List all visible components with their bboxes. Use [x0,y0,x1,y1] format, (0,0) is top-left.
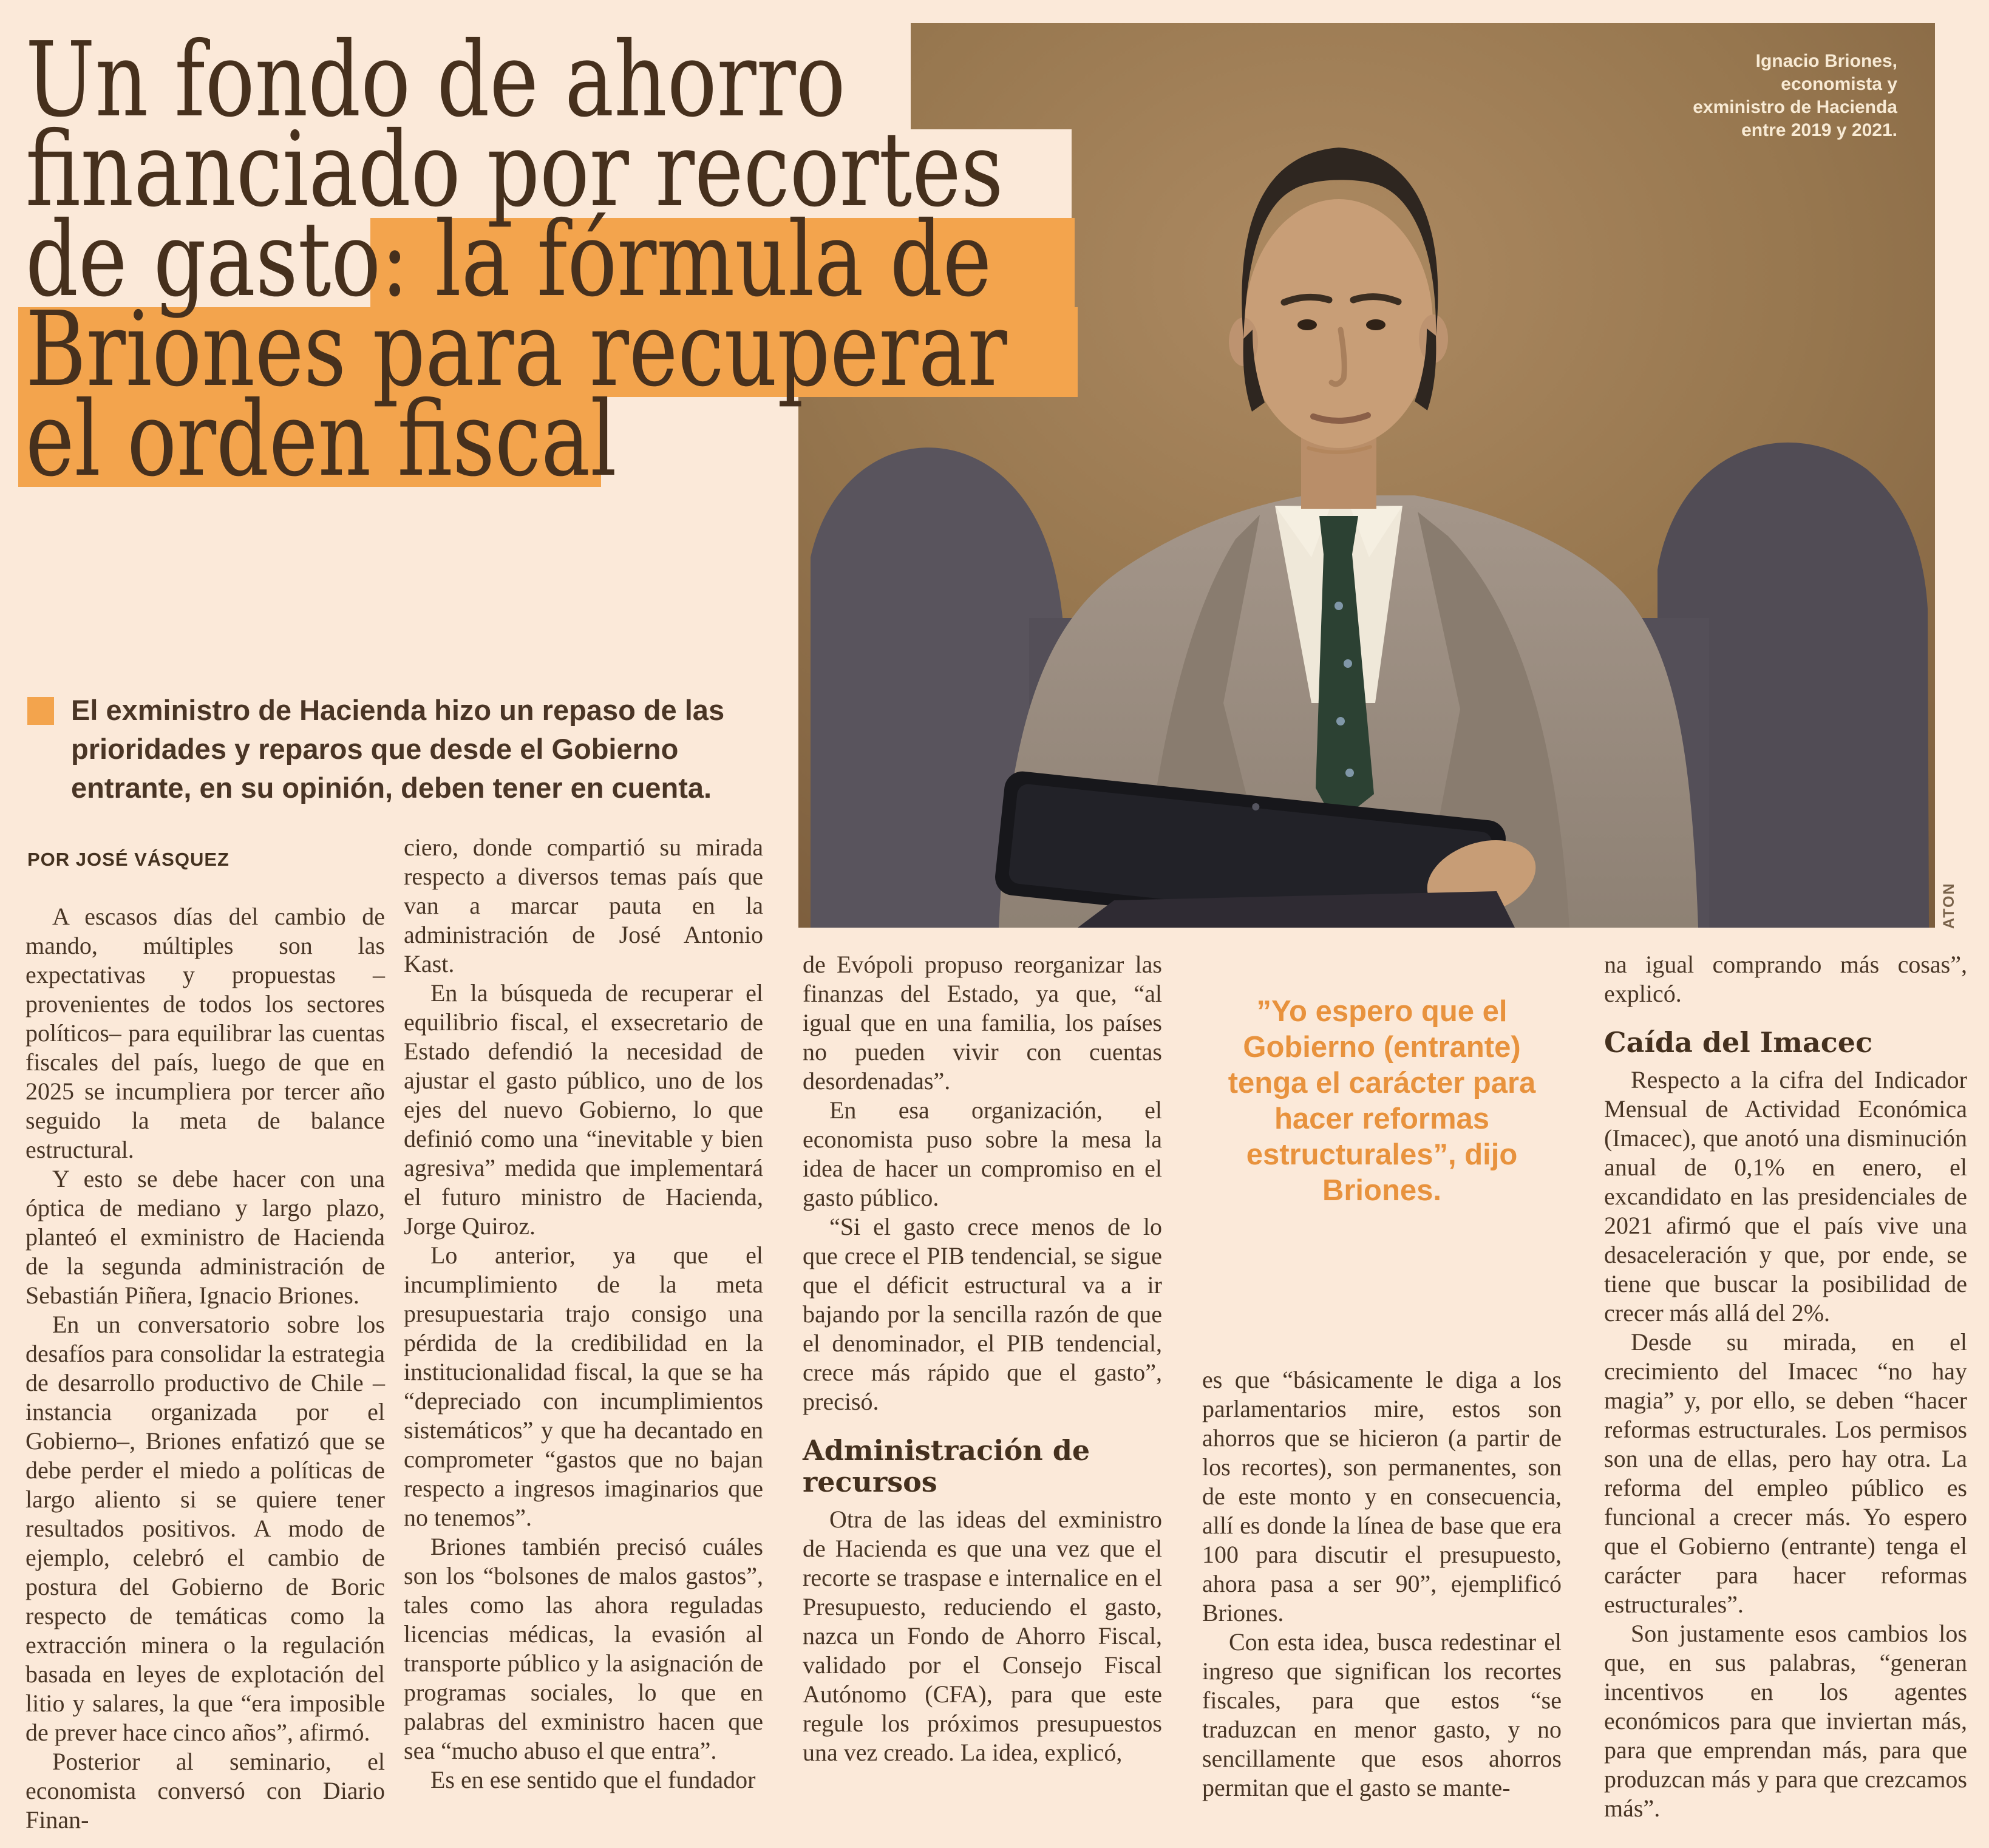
body-column-2 [404,833,763,1795]
article-paragraph: Otra de las ideas del exministro de Hacienda es que una vez que el recorte se traspase e internalice en el Presupuesto, reduciendo el gasto, nazca un Fondo de Ahorro Fiscal, validado por el Consejo Fiscal Autónomo (CFA), para que este regule los próximos presupuestos una vez creado. La idea, explicó, [803,1506,1162,1766]
article-paragraph: “Si el gasto crece menos de lo que crece el PIB tendencial, se sigue que el déficit estructural va a ir bajando por la sencilla razón de que el denominador, el PIB tendencial, crece más rápido que el gasto”, precisó. [803,1213,1162,1415]
article-paragraph: es que “básicamente le diga a los parlamentarios mire, estos son ahorros que se hicieron (a partir de los recortes), son permanentes, son de este monto y en consecuencia, allí es donde la línea de base que era 100 para discutir el presupuesto, ahora pasa a ser 90”, ejemplificó Briones. [1202,1366,1562,1626]
headline [25,20,1007,500]
bullet-square-icon [27,697,54,725]
headline-line-1: Un fondo de ahorro [25,20,846,140]
article-paragraph: Posterior al seminario, el economista conversó con Diario Finan- [25,1748,385,1833]
headline-highlight-text: la fórmula de [435,200,992,320]
article-paragraph: Con esta idea, busca redestinar el ingreso que significan los recortes fiscales, para que estos “se traduzcan en menor gasto, y no sencillamente que esos ahorros permitan que el gasto se mante- [1202,1628,1562,1801]
headline-line-3: de gasto: la fórmula de [25,200,992,320]
standfirst-text: El exministro de Hacienda hizo un repaso de las prioridades y reparos que desde el Gobierno entrante, en su opinión, deben tener en cuenta. [71,694,725,804]
article-paragraph: Y esto se debe hacer con una óptica de mediano y largo plazo, planteó el exministro de Hacienda de la segunda administración de Sebastián Piñera, Ignacio Briones. [25,1165,385,1309]
article-paragraph: na igual comprando más cosas”, explicó. [1604,951,1967,1007]
article-paragraph: ciero, donde compartió su mirada respecto a diversos temas país que van a marcar pauta en la administración de José Antonio Kast. [404,834,763,977]
tie-knot [1319,516,1358,554]
byline: POR JOSÉ VÁSQUEZ [27,849,229,870]
article-paragraph: Respecto a la cifra del Indicador Mensual de Actividad Económica (Imacec), que anotó una disminución anual de 0,1% en enero, el excandidato en las presidenciales de 2021 afirmó que el país vive una desaceleración y que, por ende, se tiene que buscar la posibilidad de crecer más allá del 2%. [1604,1066,1967,1327]
section-subhead: Caída del Imacec [1604,1026,1873,1059]
article-paragraph: A escasos días del cambio de mando, múltiples son las expectativas y propuestas –provenientes de todos los sectores políticos– para equilibrar las cuentas fiscales del país, luego de que en 2025 se incumpliera por tercer año seguido la meta de balance estructural. [25,903,385,1163]
headline-line-4: Briones para recuperar [25,290,1007,410]
body-column-1 [25,902,385,1835]
standfirst [27,691,777,807]
body-column-3 [803,950,1162,1767]
article-paragraph: de Evópoli propuso reorganizar las finanzas del Estado, ya que, “al igual que en una familia, los países no pueden vivir con cuentas desordenadas”. [803,951,1162,1095]
article-paragraph: Es en ese sentido que el fundador [430,1766,756,1793]
article-paragraph: Desde su mirada, en el crecimiento del Imacec “no hay magia” y, por ello, se deben “hacer reformas estructurales. Los permisos son una de ellas, pero hay otra. La reforma del empleo público es funcional a crecer más. Yo espero que el Gobierno (entrante) tenga el carácter para hacer reformas estructurales”. [1604,1328,1967,1618]
article-paragraph: Briones también precisó cuáles son los “bolsones de malos gastos”, tales como las ahora reguladas licencias médicas, la evasión al transporte público y la asignación de programas sociales, lo que en palabras del exministro hacen que sea “mucho abuso el que entra”. [404,1533,763,1764]
headline-line-2: financiado por recortes [25,110,1004,230]
article-paragraph: Son justamente esos cambios los que, en sus palabras, “generan incentivos en los agentes económicos para que inviertan más, para que emprendan más, para que produzcan más y para que crezcamos más”. [1604,1620,1967,1822]
article-paragraph: En esa organización, el economista puso sobre la mesa la idea de hacer un compromiso en el gasto público. [803,1096,1162,1211]
body-column-4 [1202,950,1562,1802]
body-column-5 [1604,950,1967,1823]
face [1245,199,1433,448]
photo-credit: ATON [1940,882,1957,929]
article-paragraph: En un conversatorio sobre los desafíos para consolidar la estrategia de desarrollo productivo de Chile –instancia organizada por el Gobierno–, Briones enfatizó que se debe perder el miedo a políticas de largo aliento si se quiere tener resultados positivos. A modo de ejemplo, celebró el cambio de postura del Gobierno de Boric respecto de temáticas como la extracción minera o la regulación basada en leyes de explotación del litio y salares, la que “era imposible de prever hace cinco años”, afirmó. [25,1311,385,1746]
article-paragraph: Lo anterior, ya que el incumplimiento de la meta presupuestaria trajo consigo una pérdida de la credibilidad en la institucionalidad fiscal, la que se ha “depreciado con incumplimientos sistemáticos” y que ha decantado en comprometer “gastos que no bajan respecto a ingresos imaginarios que no tenemos”. [404,1242,763,1531]
headline-line-5: el orden fiscal [25,379,617,500]
section-subhead: Administración de recursos [803,1434,1090,1498]
article-paragraph: En la búsqueda de recuperar el equilibrio fiscal, el exsecretario de Estado defendió la necesidad de ajustar el gasto público, uno de los ejes del nuevo Gobierno, lo que definió como una “inevitable y bien agresiva” medida que implementará el futuro ministro de Hacienda, Jorge Quiroz. [404,979,763,1240]
photo-caption: Ignacio Briones, economista y exministro de Hacienda entre 2019 y 2021. [1693,51,1897,140]
pull-quote: ”Yo espero que el Gobierno (entrante) tenga el carácter para hacer reformas estructurales”, dijo Briones. [1228,995,1536,1207]
